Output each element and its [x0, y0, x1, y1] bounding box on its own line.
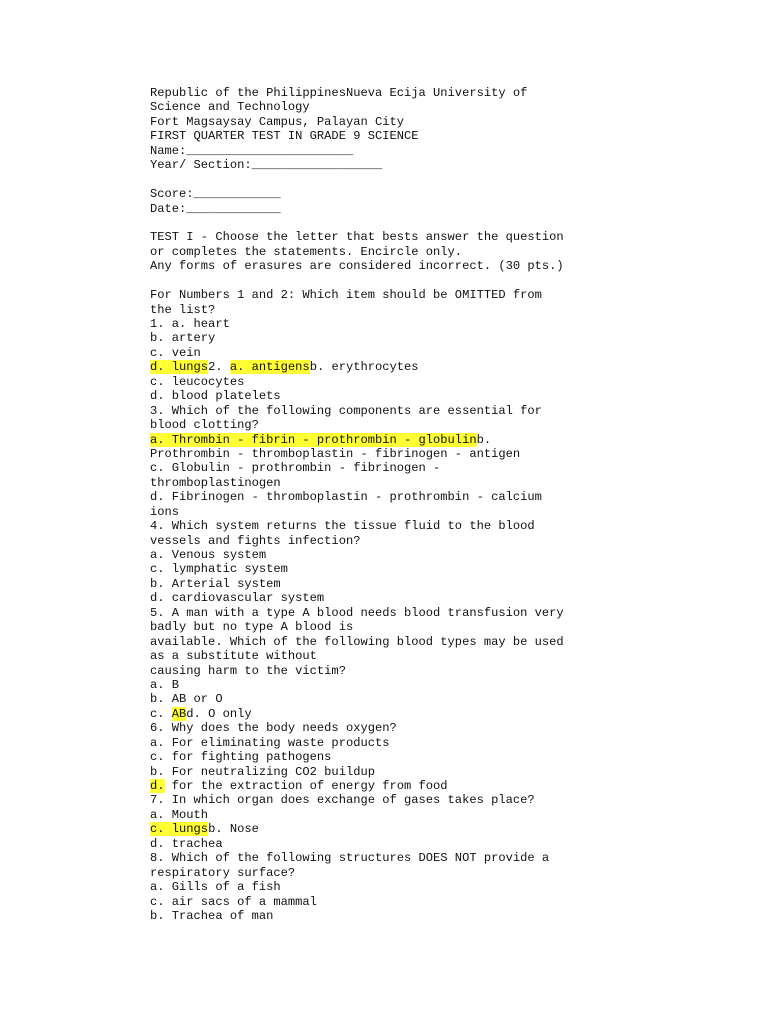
- q4-choice-c: c. lymphatic system: [150, 562, 288, 577]
- question-5-stem-5: causing harm to the victim?: [150, 663, 346, 678]
- q3-choice-b: Prothrombin - thromboplastin - fibrinogen - antigen: [150, 446, 521, 461]
- blank-line: [150, 274, 750, 288]
- instructions-line-2: or completes the statements. Encircle only.: [150, 244, 463, 259]
- header-line-1: Republic of the PhilippinesNueva Ecija University of: [150, 86, 528, 100]
- question-8-stem-cont: respiratory surface?: [150, 865, 296, 880]
- question-4-stem: 4. Which system returns the tissue fluid to the blood: [150, 519, 535, 534]
- question-1-2-stem: For Numbers 1 and 2: Which item should be OMITTED from: [150, 288, 542, 303]
- q7-choice-c-highlighted: c. lungs: [150, 822, 209, 837]
- name-field: Name:_______________________: [150, 143, 354, 158]
- q8-choice-b: b. Trachea of man: [150, 908, 274, 923]
- question-5-stem: 5. A man with a type A blood needs blood transfusion very: [150, 605, 564, 620]
- q3-choice-b-start: b.: [476, 432, 492, 447]
- q8-choice-c: c. air sacs of a mammal: [150, 894, 317, 909]
- q6-choice-a: a. For eliminating waste products: [150, 735, 390, 750]
- q7-choice-d: d. trachea: [150, 836, 223, 851]
- q2-choice-c: c. leucocytes: [150, 374, 245, 389]
- question-7-stem: 7. In which organ does exchange of gases takes place?: [150, 793, 535, 808]
- question-6-stem: 6. Why does the body needs oxygen?: [150, 721, 397, 736]
- q2-choice-b: b. erythrocytes: [309, 360, 419, 375]
- q1-choice-c: c. vein: [150, 345, 201, 360]
- section-field: Year/ Section:__________________: [150, 158, 383, 173]
- q8-choice-a: a. Gills of a fish: [150, 880, 281, 895]
- q6-choice-b: b. For neutralizing CO2 buildup: [150, 764, 375, 779]
- q6-choice-d-text: for the extraction of energy from food: [164, 779, 448, 793]
- question-5-stem-2: badly but no type A blood is: [150, 620, 354, 635]
- q3-choice-d: d. Fibrinogen - thromboplastin - prothrombin - calcium: [150, 490, 542, 505]
- q2-choice-d: d. blood platelets: [150, 389, 281, 404]
- q7-choice-a: a. Mouth: [150, 807, 209, 822]
- q6-d-line: [150, 779, 750, 793]
- q2-number: 2.: [208, 360, 230, 375]
- q5-choice-c-prefix: c.: [150, 706, 172, 721]
- q5-choice-b: b. AB or O: [150, 692, 223, 707]
- date-field: Date:_____________: [150, 201, 281, 216]
- q7-choice-b: b. Nose: [208, 822, 259, 837]
- q3-choice-c-cont: thromboplastinogen: [150, 475, 281, 490]
- q1-choice-a: 1. a. heart: [150, 317, 230, 331]
- question-4-stem-cont: vessels and fights infection?: [150, 533, 361, 548]
- instructions-line-3: Any forms of erasures are considered incorrect. (30 pts.): [150, 259, 564, 274]
- q7-c-b-line: [150, 822, 750, 836]
- question-3-stem-cont: blood clotting?: [150, 418, 259, 433]
- q5-choice-d: d. O only: [186, 706, 252, 721]
- q5-choice-a: a. B: [150, 677, 180, 692]
- score-field: Score:____________: [150, 187, 281, 202]
- q4-choice-a: a. Venous system: [150, 548, 267, 562]
- q5-c-d-line: [150, 707, 750, 721]
- q1-d-q2-a-line: [150, 360, 750, 374]
- blank-line: [150, 216, 750, 230]
- question-1-2-stem-cont: the list?: [150, 302, 216, 317]
- test-title: FIRST QUARTER TEST IN GRADE 9 SCIENCE: [150, 129, 419, 144]
- q3-choice-d-cont: ions: [150, 504, 180, 519]
- header-line-3: Fort Magsaysay Campus, Palayan City: [150, 114, 405, 129]
- q2-choice-a-highlighted: a. antigens: [229, 360, 310, 375]
- test-document: [150, 86, 750, 923]
- q1-choice-b: b. artery: [150, 331, 216, 346]
- q4-choice-b: b. Arterial system: [150, 576, 281, 591]
- q6-choice-c: c. for fighting pathogens: [150, 750, 332, 765]
- question-8-stem: 8. Which of the following structures DOES NOT provide a: [150, 851, 550, 866]
- q6-choice-d-highlighted: d.: [150, 779, 165, 793]
- question-5-stem-4: as a substitute without: [150, 649, 317, 664]
- q1-choice-d-highlighted: d. lungs: [150, 360, 209, 375]
- q3-choice-c: c. Globulin - prothrombin - fibrinogen -: [150, 461, 441, 476]
- header-line-2: Science and Technology: [150, 100, 310, 115]
- q4-choice-d: d. cardiovascular system: [150, 591, 325, 606]
- q5-choice-c-highlighted: AB: [171, 706, 187, 721]
- question-3-stem: 3. Which of the following components are essential for: [150, 403, 542, 418]
- q3-a-line: [150, 433, 750, 447]
- instructions-line-1: TEST I - Choose the letter that bests answer the question: [150, 230, 564, 245]
- blank-line: [150, 173, 750, 187]
- q3-choice-a-highlighted: a. Thrombin - fibrin - prothrombin - globulin: [150, 432, 477, 447]
- question-5-stem-3: available. Which of the following blood types may be used: [150, 634, 564, 649]
